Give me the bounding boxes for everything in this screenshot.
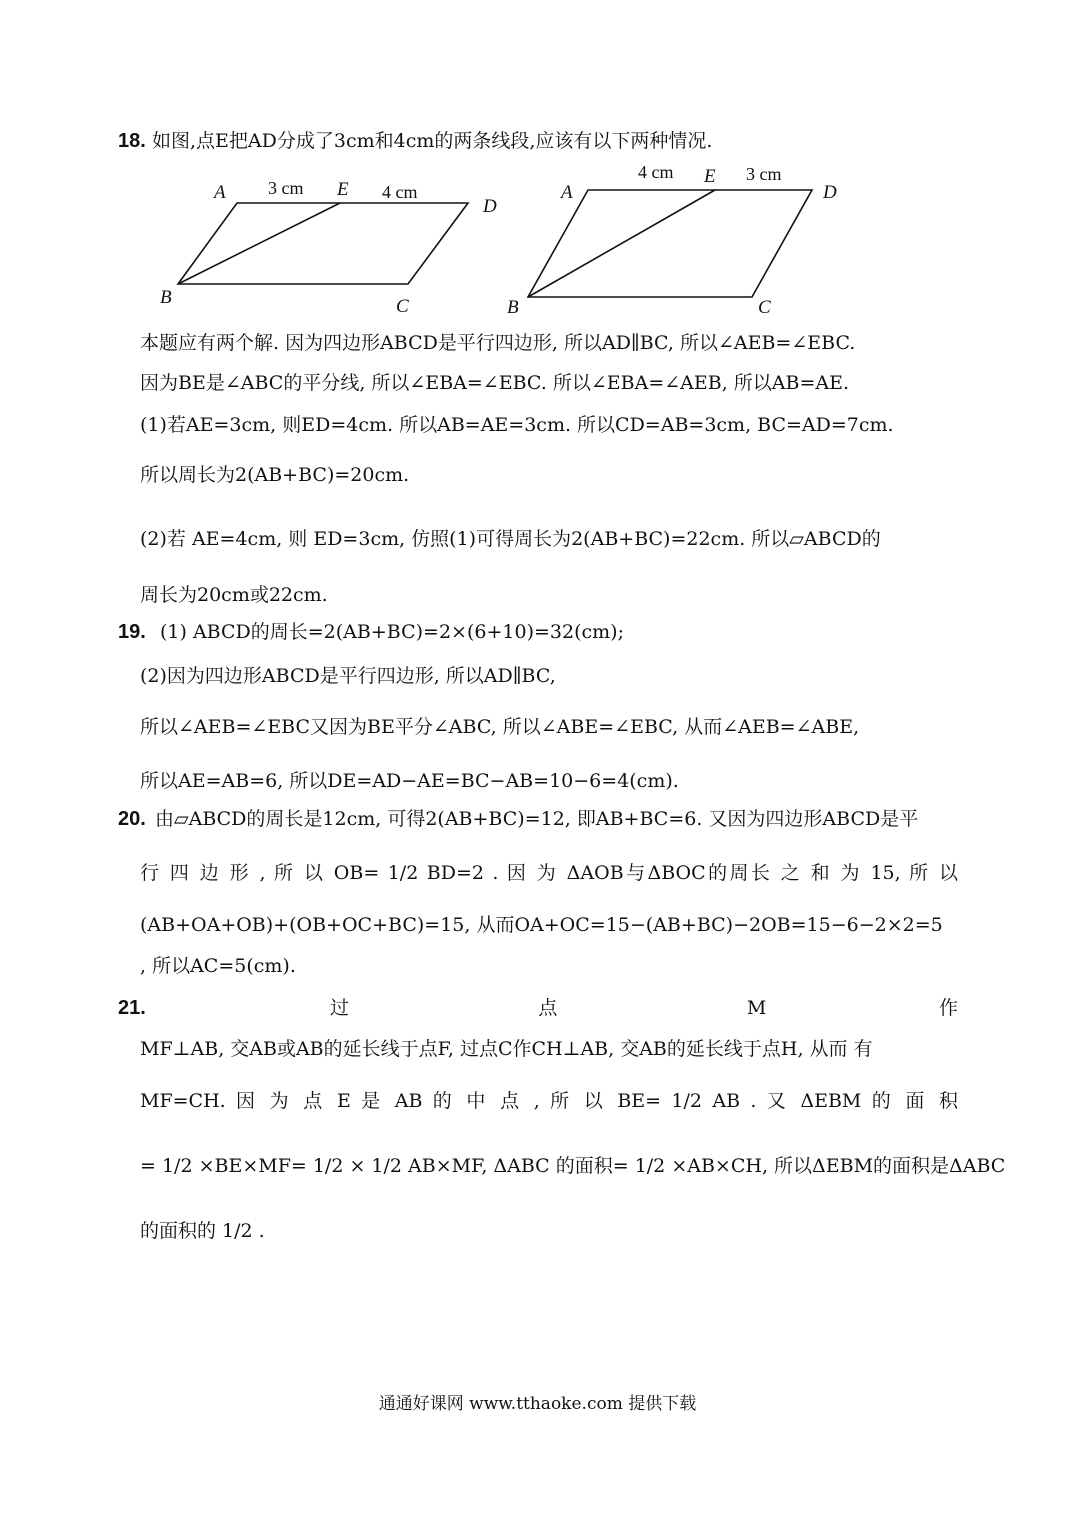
q18-line-6: 周长为20cm或22cm. bbox=[140, 584, 328, 606]
q18-line-5: (2)若 AE=4cm, 则 ED=3cm, 仿照(1)可得周长为2(AB+BC)=22cm. 所以▱ABCD的 bbox=[140, 528, 881, 550]
question-number-19: 19. bbox=[118, 621, 146, 643]
q20-line-2: 行 四 边 形 , 所 以 OB= 1/2 BD=2 . 因 为 ΔAOB与ΔBOC的周长 之 和 为 15, 所 以 bbox=[140, 862, 958, 884]
q21-line-3: MF=CH. 因 为 点 E 是 AB 的 中 点 , 所 以 BE= 1/2 AB . 又 ΔEBM 的 面 积 bbox=[140, 1090, 958, 1112]
fig2-label-d: D bbox=[823, 182, 837, 203]
fig1-parallelogram bbox=[178, 203, 468, 284]
q18-intro: 如图,点E把AD分成了3cm和4cm的两条线段,应该有以下两种情况. bbox=[152, 130, 713, 152]
fig1-segment-ae-length: 3 cm bbox=[268, 178, 304, 198]
q19-line-4: 所以AE=AB=6, 所以DE=AD−AE=BC−AB=10−6=4(cm). bbox=[140, 770, 679, 792]
fig1-segment-be bbox=[178, 203, 340, 284]
question-number-21: 21. bbox=[118, 997, 146, 1019]
fig1-segment-ed-length: 4 cm bbox=[382, 182, 418, 202]
q18-line-4: 所以周长为2(AB+BC)=20cm. bbox=[140, 464, 410, 486]
fig2-parallelogram bbox=[528, 190, 812, 297]
parallelogram-figure-2 bbox=[500, 158, 860, 323]
footer-source: 通通好课网 www.tthaoke.com 提供下载 bbox=[378, 1394, 697, 1414]
q19-line-3: 所以∠AEB=∠EBC又因为BE平分∠ABC, 所以∠ABE=∠EBC, 从而∠AEB=∠ABE, bbox=[140, 716, 860, 738]
fig1-label-a: A bbox=[214, 182, 226, 203]
parallelogram-figure-1 bbox=[150, 172, 510, 322]
fig2-segment-ae-length: 4 cm bbox=[638, 162, 674, 182]
fig2-label-c: C bbox=[758, 297, 771, 318]
q21-line-4: = 1/2 ×BE×MF= 1/2 × 1/2 AB×MF, ΔABC 的面积= 1/2 ×AB×CH, 所以ΔEBM的面积是ΔABC bbox=[140, 1155, 1006, 1177]
q21-line-2: MF⊥AB, 交AB或AB的延长线于点F, 过点C作CH⊥AB, 交AB的延长线于点H, 从而 有 bbox=[140, 1038, 873, 1060]
q20-line-4: , 所以AC=5(cm). bbox=[140, 955, 296, 977]
fig1-label-d: D bbox=[483, 196, 497, 217]
q19-line-1: (1) ABCD的周长=2(AB+BC)=2×(6+10)=32(cm); bbox=[160, 621, 624, 643]
q18-line-3: (1)若AE=3cm, 则ED=4cm. 所以AB=AE=3cm. 所以CD=AB=3cm, BC=AD=7cm. bbox=[140, 414, 894, 436]
fig2-label-b: B bbox=[507, 297, 519, 318]
fig2-segment-ed-length: 3 cm bbox=[746, 164, 782, 184]
question-number-18: 18. bbox=[118, 130, 146, 152]
q20-line-3: (AB+OA+OB)+(OB+OC+BC)=15, 从而OA+OC=15−(AB+BC)−2OB=15−6−2×2=5 bbox=[140, 914, 943, 936]
question-number-20: 20. bbox=[118, 808, 146, 830]
q21-line-1: 过 点 M 作 bbox=[330, 997, 958, 1019]
fig1-label-b: B bbox=[160, 287, 172, 308]
fig1-label-e: E bbox=[337, 179, 349, 200]
q18-line-1: 本题应有两个解. 因为四边形ABCD是平行四边形, 所以AD∥BC, 所以∠AEB=∠EBC. bbox=[140, 332, 856, 354]
fig2-label-a: A bbox=[561, 182, 573, 203]
fig1-label-c: C bbox=[396, 296, 409, 317]
q18-line-2: 因为BE是∠ABC的平分线, 所以∠EBA=∠EBC. 所以∠EBA=∠AEB, 所以AB=AE. bbox=[140, 372, 850, 394]
fig2-label-e: E bbox=[704, 166, 716, 187]
q21-line-5: 的面积的 1/2 . bbox=[140, 1220, 265, 1242]
fig2-segment-be bbox=[528, 190, 715, 297]
q19-line-2: (2)因为四边形ABCD是平行四边形, 所以AD∥BC, bbox=[140, 665, 556, 687]
q20-line-1: 由▱ABCD的周长是12cm, 可得2(AB+BC)=12, 即AB+BC=6. 又因为四边形ABCD是平 bbox=[155, 808, 919, 830]
